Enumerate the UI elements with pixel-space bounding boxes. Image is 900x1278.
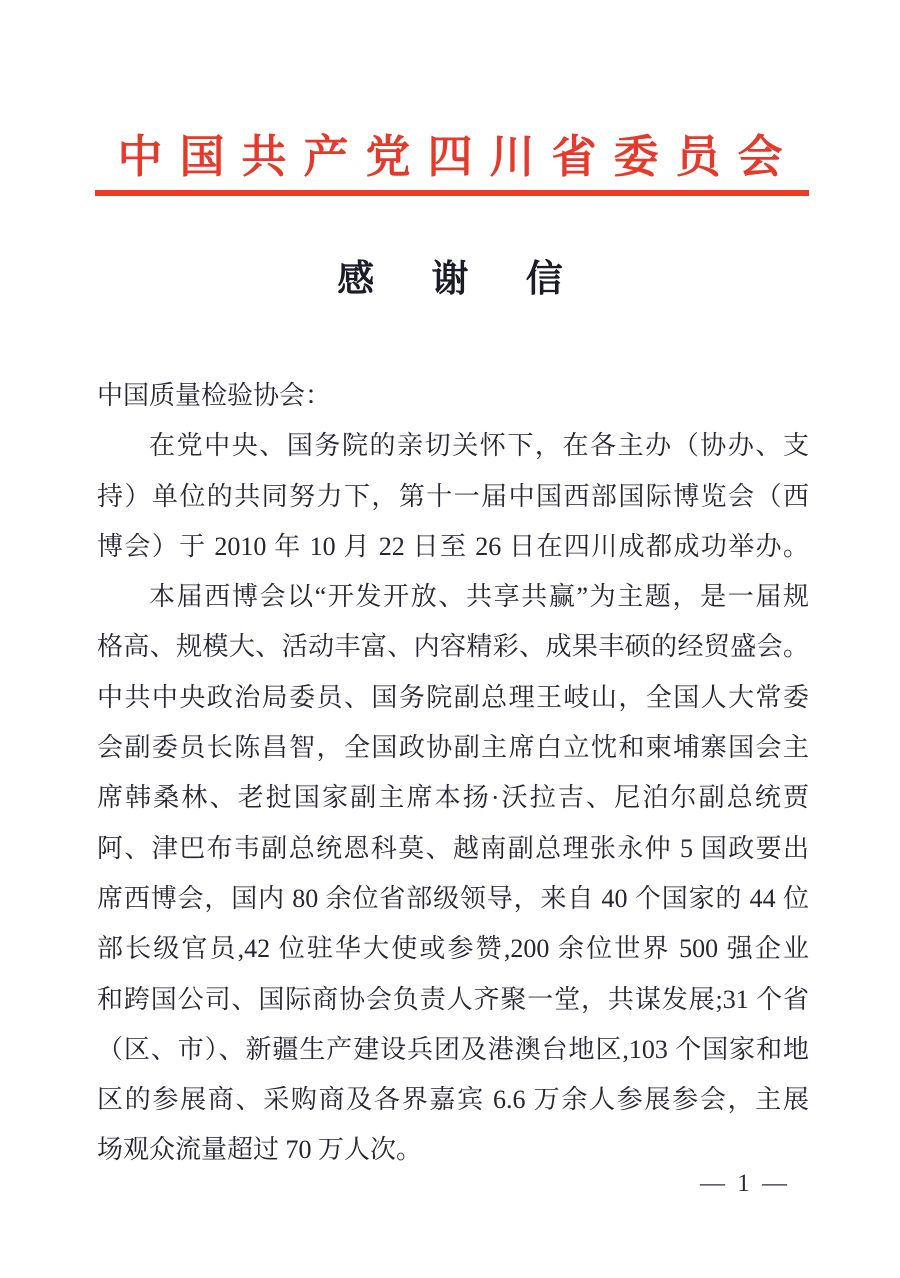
body-line: 阿、津巴布韦副总统恩科莫、越南副总理张永仲 5 国政要出 <box>97 833 809 863</box>
body-line: 和跨国公司、国际商协会负责人齐聚一堂，共谋发展;31 个省 <box>97 984 809 1014</box>
body-line: 会副委员长陈昌智，全国政协副主席白立忱和柬埔寨国会主 <box>97 733 809 763</box>
body-line: 区的参展商、采购商及各界嘉宾 6.6 万余人参展参会，主展 <box>97 1085 809 1115</box>
body-line: 场观众流量超过 70 万人次。 <box>97 1135 423 1165</box>
letter-body <box>97 371 809 1176</box>
letterhead-divider <box>95 190 809 196</box>
salutation: 中国质量检验协会： <box>97 381 332 410</box>
body-line: 持）单位的共同努力下，第十一届中国西部国际博览会（西 <box>97 481 809 511</box>
body-line: 本届西博会以“开发开放、共享共赢”为主题，是一届规 <box>149 582 809 612</box>
body-line: 部长级官员,42 位驻华大使或参赞,200 余位世界 500 强企业 <box>97 934 809 964</box>
document-title: 感 谢 信 <box>337 259 587 300</box>
body-line: 中共中央政治局委员、国务院副总理王岐山，全国人大常委 <box>97 682 809 712</box>
page-number: — 1 — <box>700 1170 790 1197</box>
body-line: 博会）于 2010 年 10 月 22 日至 26 日在四川成都成功举办。 <box>97 531 809 561</box>
body-line: 在党中央、国务院的亲切关怀下，在各主办（协办、支 <box>149 431 809 461</box>
body-line: （区、市）、新疆生产建设兵团及港澳台地区,103 个国家和地 <box>97 1034 809 1064</box>
body-line: 席韩桑林、老挝国家副主席本扬·沃拉吉、尼泊尔副总统贾 <box>97 783 809 813</box>
body-line: 席西博会，国内 80 余位省部级领导，来自 40 个国家的 44 位 <box>97 883 809 913</box>
body-line: 格高、规模大、活动丰富、内容精彩、成果丰硕的经贸盛会。 <box>97 632 809 662</box>
letterhead-title: 中国共产党四川省委员会 <box>117 132 800 182</box>
